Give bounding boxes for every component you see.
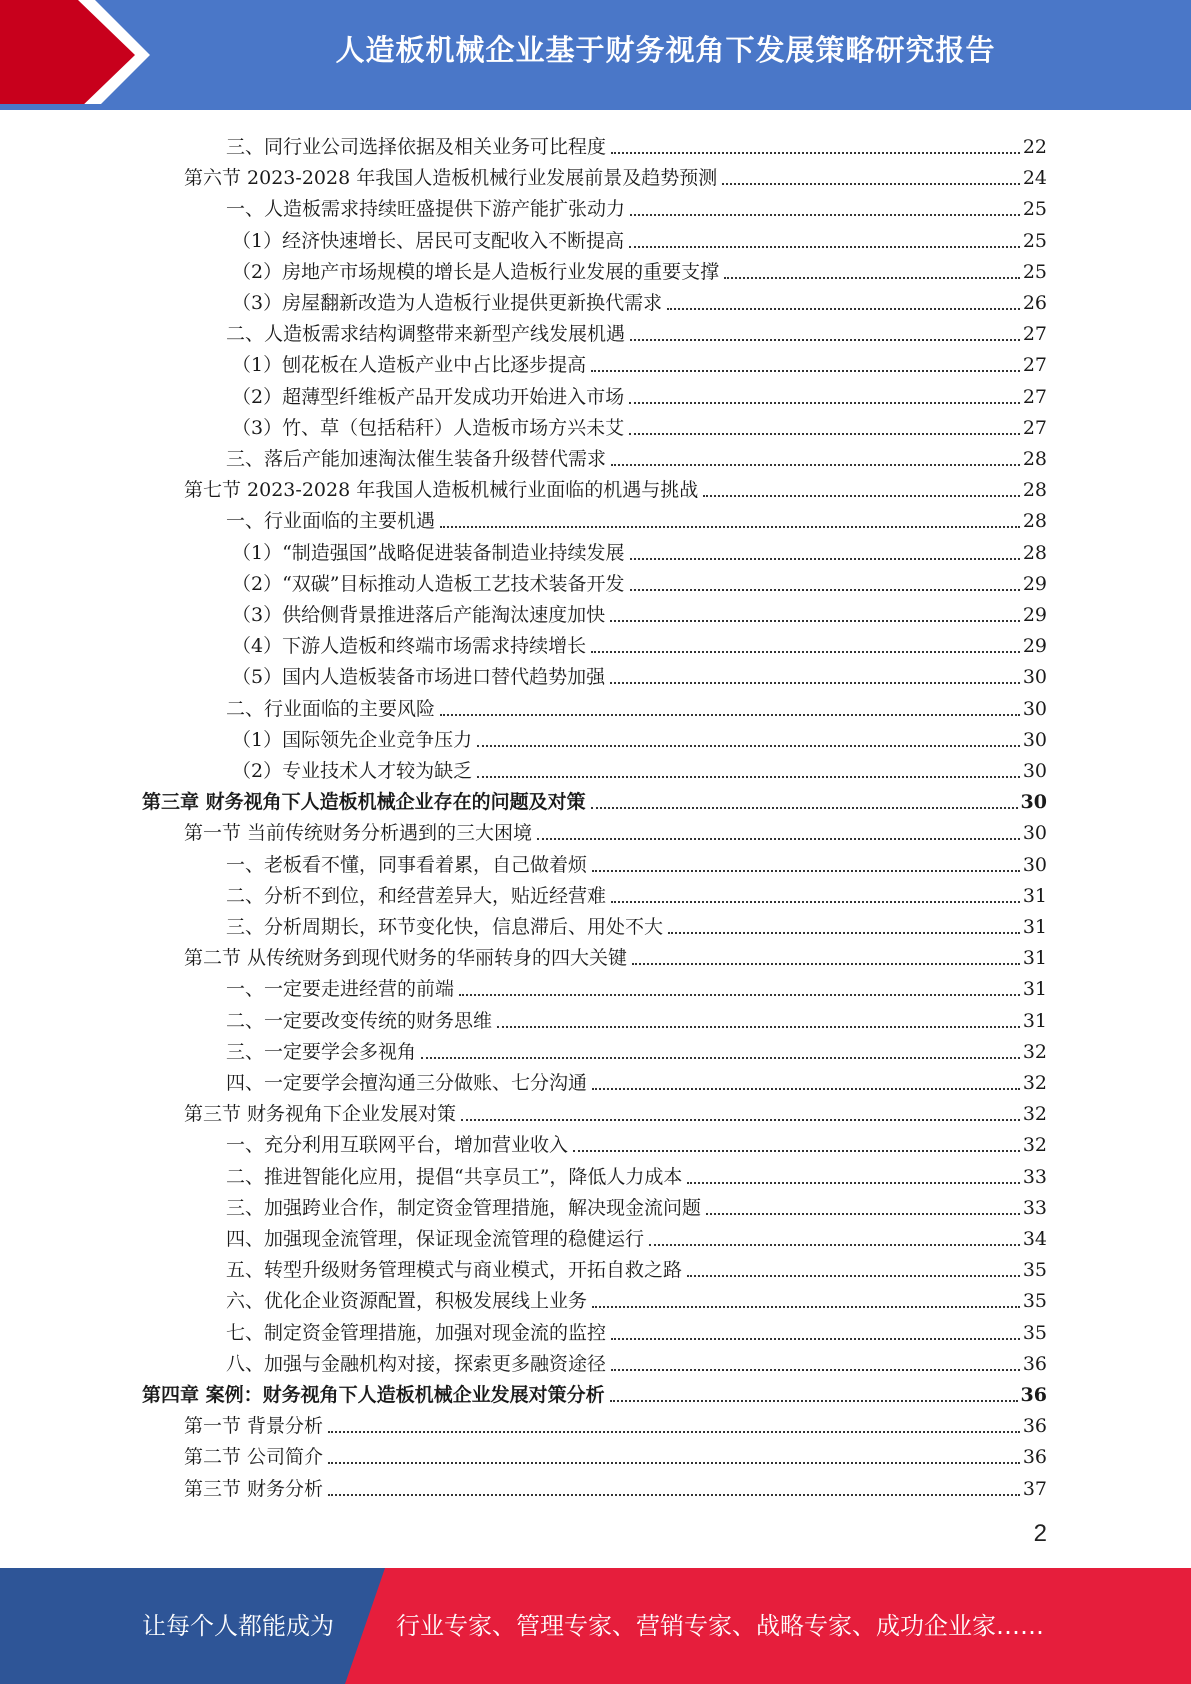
toc-dot-leader [611,1368,1020,1371]
toc-entry-page: 31 [1022,978,1047,1001]
toc-dot-leader [649,1243,1020,1246]
toc-entry-label: 三、分析周期长，环节变化快，信息滞后、用处不大 [226,916,664,938]
toc-entry[interactable] [226,908,1047,939]
page-number: 2 [1033,1520,1047,1547]
toc-entry-page: 27 [1022,416,1047,439]
toc-entry[interactable] [184,1438,1047,1469]
toc-entry[interactable] [232,346,1047,377]
toc-entry-label: 八、加强与金融机构对接，探索更多融资途径 [226,1352,607,1375]
toc-entry-page: 29 [1022,635,1047,658]
toc-dot-leader [421,1056,1020,1059]
toc-entry-page: 34 [1022,1228,1047,1250]
toc-dot-leader [632,962,1020,965]
toc-entry-label: （1）“制造强国”战略促进装备制造业持续发展 [232,541,625,564]
toc-entry-page: 33 [1022,1196,1047,1219]
toc-entry[interactable] [232,284,1047,315]
toc-entry-label: 三、一定要学会多视角 [226,1040,417,1063]
toc-entry-page: 29 [1022,572,1047,595]
toc-entry-page: 22 [1022,136,1047,158]
toc-entry-page: 30 [1022,760,1047,782]
toc-entry[interactable] [232,222,1047,253]
toc-dot-leader [629,401,1020,404]
toc-entry-page: 32 [1022,1103,1047,1126]
toc-dot-leader [461,1118,1020,1121]
toc-entry-page: 24 [1022,167,1047,190]
toc-entry[interactable] [142,783,1047,814]
toc-entry[interactable] [226,190,1047,221]
toc-entry-label: 二、分析不到位，和经营差异大，贴近经营难 [226,884,607,907]
toc-entry-page: 28 [1022,510,1047,533]
toc-entry-label: 二、行业面临的主要风险 [226,697,436,720]
toc-entry-page: 28 [1022,541,1047,564]
toc-entry[interactable] [232,658,1047,689]
toc-dot-leader [611,463,1020,466]
toc-entry-label: 第四章 案例：财务视角下人造板机械企业发展对策分析 [142,1384,605,1406]
toc-entry[interactable] [184,471,1047,502]
toc-entry-page: 32 [1022,1134,1047,1157]
toc-entry-label: （3）竹、草（包括秸秆）人造板市场方兴未艾 [232,416,625,439]
footer-slogan-left: 让每个人都能成为 [142,1612,334,1640]
toc-entry-page: 30 [1022,822,1047,845]
toc-dot-leader [630,557,1020,560]
toc-entry-page: 37 [1022,1477,1047,1500]
toc-entry-page: 25 [1022,260,1047,283]
toc-entry-page: 30 [1022,853,1047,876]
toc-dot-leader [703,494,1020,497]
toc-entry[interactable] [226,1220,1047,1251]
toc-dot-leader [724,276,1020,279]
toc-entry[interactable] [226,1158,1047,1189]
toc-entry-label: 第三节 财务分析 [184,1477,324,1500]
toc-entry[interactable] [226,1251,1047,1282]
toc-entry-page: 31 [1022,916,1047,938]
toc-entry-page: 25 [1022,229,1047,252]
toc-dot-leader [610,619,1020,622]
toc-entry[interactable] [232,534,1047,565]
toc-entry-label: 第六节 2023-2028 年我国人造板机械行业发展前景及趋势预测 [184,167,718,190]
toc-entry[interactable] [232,565,1047,596]
toc-entry-label: 四、一定要学会擅沟通三分做账、七分沟通 [226,1072,588,1094]
toc-entry-label: 三、同行业公司选择依据及相关业务可比程度 [226,136,607,158]
toc-entry-label: 第三章 财务视角下人造板机械企业存在的问题及对策 [142,791,586,814]
toc-entry-label: 二、推进智能化应用，提倡“共享员工”，降低人力成本 [226,1165,683,1188]
toc-entry[interactable] [226,1126,1047,1157]
report-title: 人造板机械企业基于财务视角下发展策略研究报告 [335,33,996,67]
toc-entry-label: 三、落后产能加速淘汰催生装备升级替代需求 [226,448,607,470]
toc-entry-label: 第一节 背景分析 [184,1415,324,1438]
toc-entry-label: 第二节 从传统财务到现代财务的华丽转身的四大关键 [184,947,628,970]
toc-entry[interactable] [226,1282,1047,1313]
toc-dot-leader [591,650,1020,653]
toc-entry-page: 36 [1022,1446,1047,1469]
toc-entry-label: 一、行业面临的主要机遇 [226,510,436,533]
toc-dot-leader [630,338,1020,341]
toc-dot-leader [497,1025,1020,1028]
toc-entry[interactable] [226,1314,1047,1345]
toc-entry-label: 二、人造板需求结构调整带来新型产线发展机遇 [226,323,626,346]
toc-entry-label: （2）专业技术人才较为缺乏 [232,760,473,782]
toc-entry[interactable] [184,1407,1047,1438]
toc-entry-label: （1）国际领先企业竞争压力 [232,728,473,751]
toc-entry-label: 第二节 公司简介 [184,1446,324,1469]
toc-entry-label: （1）刨花板在人造板产业中占比逐步提高 [232,354,587,377]
toc-entry-label: （4）下游人造板和终端市场需求持续增长 [232,635,587,658]
toc-dot-leader [477,744,1020,747]
toc-entry[interactable] [226,1064,1047,1095]
toc-dot-leader [328,1461,1020,1464]
toc-entry-page: 29 [1022,604,1047,626]
toc-entry-page: 28 [1022,479,1047,502]
toc-entry-page: 36 [1022,1352,1047,1375]
toc-entry-label: （2）超薄型纤维板产品开发成功开始进入市场 [232,385,625,408]
toc-entry-label: 二、一定要改变传统的财务思维 [226,1009,493,1032]
toc-dot-leader [706,1212,1020,1215]
toc-entry-label: （2）“双碳”目标推动人造板工艺技术装备开发 [232,572,625,595]
toc-entry-page: 35 [1022,1259,1047,1282]
toc-entry-label: 一、人造板需求持续旺盛提供下游产能扩张动力 [226,198,626,221]
toc-entry-label: （5）国内人造板装备市场进口替代趋势加强 [232,666,606,689]
page-footer [0,1568,1191,1684]
toc-dot-leader [537,837,1020,840]
toc-entry-page: 26 [1022,292,1047,314]
toc-entry[interactable] [184,1470,1047,1501]
toc-dot-leader [591,806,1018,809]
toc-entry-page: 30 [1022,666,1047,689]
toc-entry-label: 第一节 当前传统财务分析遇到的三大困境 [184,822,533,845]
toc-entry-page: 35 [1022,1290,1047,1313]
toc-entry-page: 28 [1022,448,1047,470]
toc-dot-leader [592,869,1020,872]
footer-slogan-right: 行业专家、管理专家、营销专家、战略专家、成功企业家…… [396,1612,1044,1640]
toc-entry-page: 32 [1022,1072,1047,1094]
toc-entry-page: 31 [1022,1009,1047,1032]
toc-entry-label: 五、转型升级财务管理模式与商业模式，开拓自救之路 [226,1259,683,1282]
toc-dot-leader [668,931,1020,934]
toc-entry[interactable] [226,1002,1047,1033]
toc-entry-label: 第七节 2023-2028 年我国人造板机械行业面临的机遇与挑战 [184,479,699,502]
toc-entry[interactable] [226,315,1047,346]
toc-dot-leader [592,1087,1020,1090]
toc-entry-page: 31 [1022,947,1047,970]
toc-entry-label: （3）供给侧背景推进落后产能淘汰速度加快 [232,604,606,626]
toc-entry-page: 30 [1022,697,1047,720]
toc-entry-page: 35 [1022,1321,1047,1344]
toc-entry-label: （2）房地产市场规模的增长是人造板行业发展的重要支撑 [232,260,720,283]
toc-entry-page: 27 [1022,354,1047,377]
toc-dot-leader [610,681,1020,684]
toc-entry-label: （1）经济快速增长、居民可支配收入不断提高 [232,229,625,252]
toc-dot-leader [573,1149,1020,1152]
toc-entry-page: 36 [1020,1384,1047,1406]
toc-dot-leader [440,525,1020,528]
toc-entry[interactable] [232,253,1047,284]
toc-entry[interactable] [184,939,1047,970]
toc-dot-leader [610,1399,1018,1402]
toc-entry[interactable] [232,752,1047,783]
toc-entry-label: 一、老板看不懂，同事看着累，自己做着烦 [226,853,588,876]
toc-entry[interactable] [226,1033,1047,1064]
toc-entry[interactable] [226,502,1047,533]
toc-entry[interactable] [226,440,1047,471]
toc-dot-leader [611,1337,1020,1340]
toc-entry-page: 27 [1022,323,1047,346]
toc-dot-leader [440,713,1020,716]
toc-dot-leader [687,1181,1019,1184]
toc-entry-page: 36 [1022,1415,1047,1438]
toc-dot-leader [592,1305,1020,1308]
toc-entry-label: （3）房屋翻新改造为人造板行业提供更新换代需求 [232,292,663,314]
toc-dot-leader [722,182,1020,185]
toc-entry-label: 七、制定资金管理措施，加强对现金流的监控 [226,1321,607,1344]
toc-entry[interactable] [232,721,1047,752]
toc-entry-page: 30 [1020,791,1047,814]
toc-entry-page: 25 [1022,198,1047,221]
toc-dot-leader [630,588,1020,591]
toc-entry-page: 30 [1022,728,1047,751]
toc-entry-label: 三、加强跨业合作，制定资金管理措施，解决现金流问题 [226,1196,702,1219]
toc-entry[interactable] [184,159,1047,190]
toc-dot-leader [629,245,1020,248]
page-header [0,0,1191,110]
toc-dot-leader [687,1274,1020,1277]
toc-entry-label: 一、一定要走进经营的前端 [226,978,455,1001]
toc-entry[interactable] [226,877,1047,908]
toc-dot-leader [611,151,1020,154]
toc-dot-leader [591,369,1020,372]
toc-entry[interactable] [184,814,1047,845]
toc-entry[interactable] [226,1189,1047,1220]
toc-entry[interactable] [232,627,1047,658]
toc-entry[interactable] [232,596,1047,627]
toc-entry[interactable] [226,128,1047,159]
toc-entry[interactable] [226,690,1047,721]
toc-entry[interactable] [184,1095,1047,1126]
toc-dot-leader [629,432,1020,435]
toc-entry-page: 32 [1022,1040,1047,1063]
toc-dot-leader [630,213,1020,216]
toc-entry-page: 33 [1022,1165,1047,1188]
toc-dot-leader [477,775,1020,778]
toc-entry[interactable] [232,378,1047,409]
toc-entry[interactable] [142,1376,1047,1407]
toc-entry-page: 31 [1022,884,1047,907]
toc-entry-page: 27 [1022,385,1047,408]
toc-entry-label: 四、加强现金流管理，保证现金流管理的稳健运行 [226,1228,645,1250]
toc-entry[interactable] [226,846,1047,877]
toc-entry[interactable] [232,409,1047,440]
toc-entry[interactable] [226,1345,1047,1376]
toc-entry-label: 一、充分利用互联网平台，增加营业收入 [226,1134,569,1157]
toc-dot-leader [611,900,1020,903]
toc-entry-label: 六、优化企业资源配置，积极发展线上业务 [226,1290,588,1313]
toc-entry[interactable] [226,970,1047,1001]
toc-dot-leader [328,1430,1020,1433]
toc-dot-leader [459,993,1020,996]
toc-dot-leader [328,1493,1020,1496]
toc-dot-leader [667,307,1020,310]
toc-entry-label: 第三节 财务视角下企业发展对策 [184,1103,457,1126]
